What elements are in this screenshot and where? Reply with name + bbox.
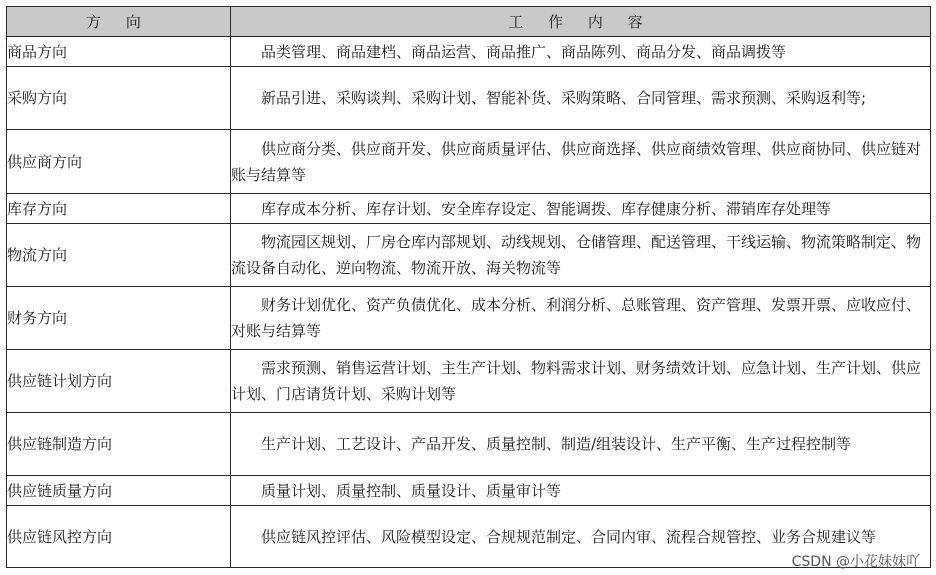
work-content-table: [6, 6, 931, 568]
table-row: [7, 67, 931, 130]
table-row: [7, 287, 931, 350]
watermark: CSDN @小花妹妹吖: [791, 554, 920, 570]
content-cell: 财务计划优化、资产负债优化、成本分析、利润分析、总账管理、资产管理、发票开票、应收应付、对账与结算等: [231, 287, 931, 350]
direction-cell: 供应链质量方向: [7, 476, 231, 506]
table-row: [7, 224, 931, 287]
content-cell: 需求预测、销售运营计划、主生产计划、物料需求计划、财务绩效计划、应急计划、生产计划、供应计划、门店请货计划、采购计划等: [231, 350, 931, 413]
content-cell: 库存成本分析、库存计划、安全库存设定、智能调拨、库存健康分析、滞销库存处理等: [231, 194, 931, 224]
content-cell: 新品引进、采购谈判、采购计划、智能补货、采购策略、合同管理、需求预测、采购返利等;: [231, 67, 931, 130]
content-cell: 生产计划、工艺设计、产品开发、质量控制、制造/组装设计、生产平衡、生产过程控制等: [231, 413, 931, 476]
header-direction: 方 向: [7, 7, 231, 37]
direction-cell: 财务方向: [7, 287, 231, 350]
header-content: 工 作 内 容: [231, 7, 931, 37]
direction-cell: 供应商方向: [7, 130, 231, 194]
content-cell: 物流园区规划、厂房仓库内部规划、动线规划、仓储管理、配送管理、干线运输、物流策略制定、物流设备自动化、逆向物流、物流开放、海关物流等: [231, 224, 931, 287]
table-row: [7, 350, 931, 413]
direction-cell: 采购方向: [7, 67, 231, 130]
content-cell: 供应链风控评估、风险模型设定、合规规范制定、合同内审、流程合规管控、业务合规建议等: [231, 506, 931, 568]
direction-cell: 供应链计划方向: [7, 350, 231, 413]
header-row: [7, 7, 931, 37]
direction-cell: 商品方向: [7, 37, 231, 67]
table-row: [7, 194, 931, 224]
direction-cell: 库存方向: [7, 194, 231, 224]
content-cell: 供应商分类、供应商开发、供应商质量评估、供应商选择、供应商绩效管理、供应商协同、供应链对账与结算等: [231, 130, 931, 194]
direction-cell: 供应链风控方向: [7, 506, 231, 568]
table-row: [7, 130, 931, 194]
direction-cell: 物流方向: [7, 224, 231, 287]
direction-cell: 供应链制造方向: [7, 413, 231, 476]
table-row: [7, 476, 931, 506]
content-cell: 质量计划、质量控制、质量设计、质量审计等: [231, 476, 931, 506]
table-row: [7, 37, 931, 67]
table-row: [7, 413, 931, 476]
content-cell: 品类管理、商品建档、商品运营、商品推广、商品陈列、商品分发、商品调拨等: [231, 37, 931, 67]
